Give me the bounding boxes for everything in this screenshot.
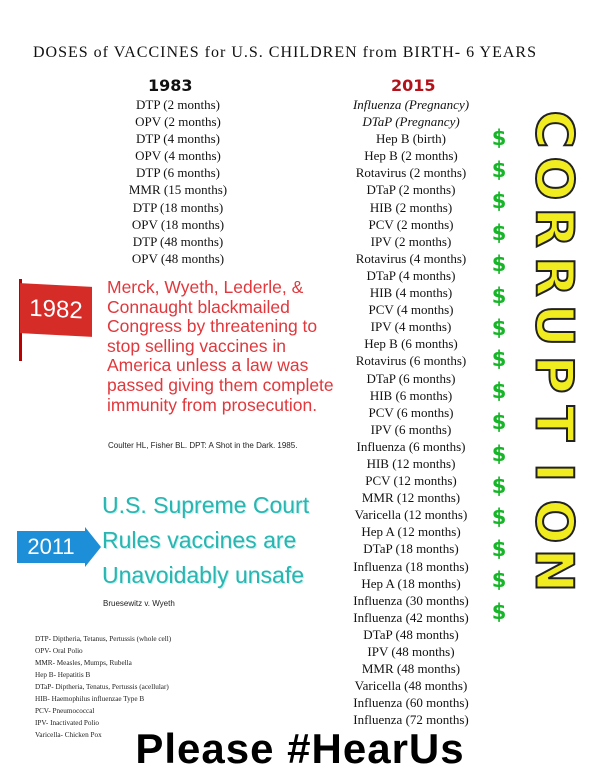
dollar-icon: $	[491, 505, 507, 530]
list-item: Rotavirus (4 months)	[355, 250, 467, 266]
list-item: HIB (2 months)	[369, 199, 453, 215]
dollar-icon: $	[491, 410, 507, 435]
corruption-letter: N	[523, 548, 584, 593]
dollar-icon: $	[491, 600, 507, 624]
list-item: MMR (48 months)	[361, 661, 461, 677]
legend-item: PCV- Pneumococcal	[35, 707, 95, 715]
corruption-letter: U	[523, 304, 584, 347]
corruption-vertical-text	[523, 105, 583, 595]
legend-item: Hep B- Hepatitis B	[35, 671, 91, 679]
arrow-2011-label: 2011	[17, 531, 85, 563]
citation-1982: Coulter HL, Fisher BL. DPT: A Shot in the Dark. 1985.	[108, 441, 298, 450]
list-item: IPV (2 months)	[370, 233, 452, 249]
arrow-tip-icon	[85, 527, 101, 567]
list-item: Hep B (6 months)	[364, 336, 458, 352]
list-item: HIB (12 months)	[366, 455, 456, 471]
corruption-letter: O	[523, 156, 584, 201]
dollar-icon: $	[491, 220, 507, 245]
dollar-icon: $	[491, 378, 507, 403]
list-item: Varicella (12 months)	[354, 507, 468, 523]
heading-1983: 1983	[148, 76, 193, 95]
list-item: Influenza (6 months)	[356, 438, 466, 454]
corruption-letter: T	[523, 405, 584, 442]
list-item: HIB (6 months)	[369, 387, 453, 403]
list-item: Influenza (18 months)	[353, 558, 469, 574]
list-item: OPV (48 months)	[131, 250, 225, 266]
heading-2015: 2015	[391, 76, 436, 95]
corruption-letter: O	[523, 499, 584, 544]
footer-slogan: Please #HearUs	[135, 725, 465, 772]
corruption-letter: C	[523, 110, 584, 149]
dollar-icon: $	[491, 568, 507, 593]
legend-item: OPV- Oral Polio	[35, 647, 83, 655]
dollar-icon: $	[491, 347, 507, 372]
legend-item: HIB- Haemophilus influenzae Type B	[35, 695, 145, 703]
dollar-icon: $	[491, 284, 507, 308]
list-item: DTaP (18 months)	[363, 541, 459, 557]
list-item: Rotavirus (2 months)	[355, 165, 467, 181]
list-item: DTaP (6 months)	[366, 370, 456, 386]
list-item: DTaP (2 months)	[366, 182, 456, 198]
statement-1982: Merck, Wyeth, Lederle, & Connaught blackmailed Congress by threatening to stop selling vaccines in America unless a law was passed giving them complete immunity from prosecution.	[107, 277, 334, 415]
legend-item: DTaP- Diptheria, Tenatus, Pertussis (acellular)	[35, 683, 169, 691]
corruption-letter: R	[523, 256, 584, 297]
list-item: DTP (2 months)	[135, 97, 221, 112]
list-item: IPV (48 months)	[367, 644, 455, 659]
list-2015	[346, 96, 476, 728]
list-item: Varicella (48 months)	[354, 678, 468, 694]
corruption-letter: I	[523, 462, 584, 483]
list-item: DTP (6 months)	[135, 165, 221, 181]
list-item: Hep B (2 months)	[364, 148, 458, 164]
legend-item: MMR- Measles, Mumps, Rubella	[35, 659, 132, 667]
list-item: IPV (6 months)	[370, 421, 452, 437]
list-item: Influenza (30 months)	[353, 592, 469, 608]
list-item: IPV (4 months)	[370, 319, 452, 335]
list-item: PCV (4 months)	[368, 302, 454, 318]
list-item: Influenza (60 months)	[353, 695, 469, 711]
list-item: OPV (4 months)	[135, 148, 221, 164]
dollar-icon: $	[491, 473, 507, 498]
list-item: DTP (4 months)	[135, 131, 221, 147]
legend-item: DTP- Diptheria, Tetanus, Pertussis (whole cell)	[35, 635, 172, 643]
statement-2011: U.S. Supreme Court Rules vaccines are Unavoidably unsafe	[102, 492, 310, 588]
page-title: DOSES of VACCINES for U.S. CHILDREN from BIRTH- 6 YEARS	[33, 44, 537, 61]
list-item: PCV (12 months)	[365, 473, 457, 489]
dollar-icon: $	[491, 157, 507, 182]
dollar-icon: $	[491, 252, 507, 277]
citation-2011: Bruesewitz v. Wyeth	[103, 599, 175, 608]
corruption-letter: P	[523, 355, 584, 394]
legend-item: IPV- Inactivated Polio	[35, 719, 100, 727]
corruption-letter: R	[523, 207, 584, 248]
list-item: Influenza (42 months)	[353, 609, 469, 625]
legend-item: Varicella- Chicken Pox	[35, 731, 102, 739]
list-item: DTP (18 months)	[132, 199, 224, 215]
dollar-icon: $	[491, 442, 507, 466]
list-item: Influenza (72 months)	[353, 712, 469, 728]
list-item: MMR (12 months)	[361, 490, 461, 506]
list-item: Hep A (12 months)	[361, 524, 461, 540]
list-item: DTP (48 months)	[132, 233, 224, 249]
list-item: OPV (2 months)	[135, 114, 221, 130]
dollar-icon: $	[491, 126, 507, 150]
list-item: PCV (6 months)	[368, 404, 454, 420]
flag-1982: 1982	[20, 283, 92, 337]
dollar-icon: $	[491, 189, 507, 214]
list-item: Hep B (birth)	[375, 131, 447, 147]
dollar-icon: $	[491, 315, 507, 340]
list-item: MMR (15 months)	[128, 182, 228, 198]
dollar-icon: $	[491, 536, 507, 561]
arrow-2011	[17, 527, 101, 567]
list-item: HIB (4 months)	[369, 285, 453, 301]
list-1983	[118, 96, 238, 267]
list-item: PCV (2 months)	[368, 216, 454, 232]
list-item: DTaP (4 months)	[366, 267, 456, 283]
list-item: OPV (18 months)	[131, 216, 225, 232]
list-item: Influenza (Pregnancy)	[352, 97, 470, 112]
list-item: Rotavirus (6 months)	[355, 353, 467, 369]
list-item: DTaP (Pregnancy)	[362, 114, 460, 130]
list-item: DTaP (48 months)	[363, 626, 459, 642]
list-item: Hep A (18 months)	[361, 575, 461, 591]
